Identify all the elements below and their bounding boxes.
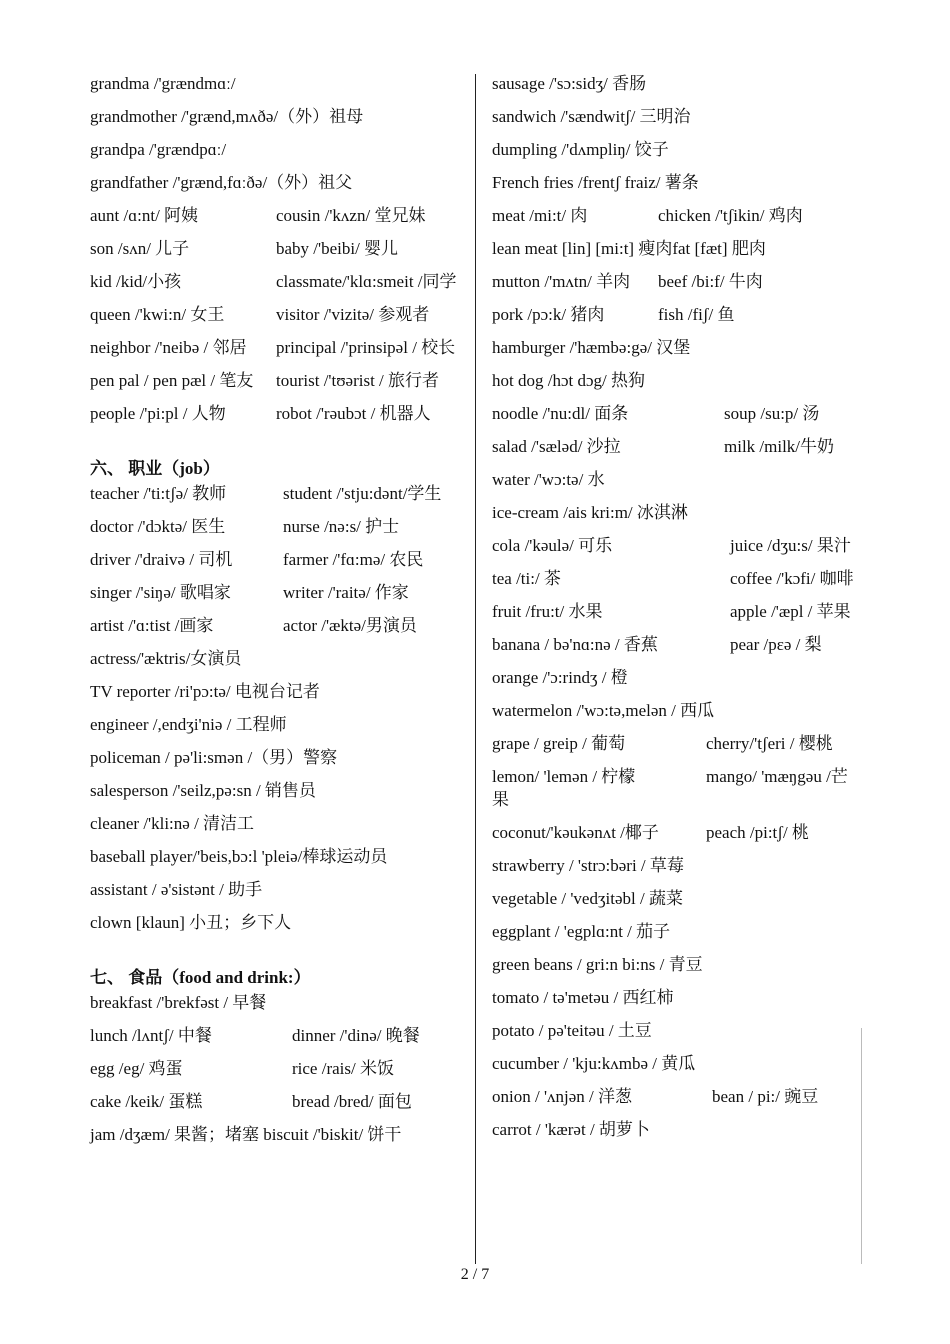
vocab-entry: grandma /'grændmɑː/ (90, 74, 236, 93)
vocab-word: chicken /'tʃikin/ 鸡肉 (658, 206, 803, 225)
vocab-word: milk /milk/牛奶 (724, 437, 835, 456)
vocab-word: tourist /'tʊərist / 旅行者 (276, 371, 440, 390)
vocab-word: noodle /'nu:dl/ 面条 (492, 404, 629, 423)
vocab-word: actor /'æktə/男演员 (283, 616, 417, 635)
vocab-entry: grandmother /'grænd,mʌðə/（外）祖母 (90, 107, 364, 126)
vocab-entry: TV reporter /ri'pɔ:tə/ 电视台记者 (90, 682, 320, 701)
vocab-word: rice /rais/ 米饭 (292, 1059, 394, 1078)
vocab-word: juice /dʒu:s/ 果汁 (730, 536, 851, 555)
vocab-word: lemon/ 'lemən / 柠檬 (492, 767, 636, 786)
vocab-entry: grandpa /'grændpɑː/ (90, 140, 227, 159)
vocab-word: singer /'siŋə/ 歌唱家 (90, 583, 231, 602)
vocab-word: cherry/'tʃeri / 樱桃 (706, 734, 833, 753)
vocab-entry: salesperson /'seilz,pə:sn / 销售员 (90, 781, 316, 800)
vocab-word: cousin /'kʌzn/ 堂兄妹 (276, 206, 426, 225)
vocab-word: robot /'rəubɔt / 机器人 (276, 404, 431, 423)
vocab-entry: sandwich /'sændwitʃ/ 三明治 (492, 107, 691, 126)
vocab-entry: orange /'ɔ:rindʒ / 橙 (492, 668, 628, 687)
vocab-pair (492, 600, 862, 623)
vocab-word: banana / bə'nɑ:nə / 香蕉 (492, 635, 658, 654)
vocab-word: student /'stju:dənt/学生 (283, 484, 442, 503)
vocab-entry: strawberry / 'strɔ:bəri / 草莓 (492, 856, 684, 875)
vocab-word: doctor /'dɔktə/ 医生 (90, 517, 226, 536)
vocab-pair (90, 548, 464, 571)
vocab-pair (492, 270, 862, 293)
vocab-entry: hamburger /'hæmbə:gə/ 汉堡 (492, 338, 691, 357)
vocab-pair (90, 515, 464, 538)
vocab-entry: engineer /,endʒi'niə / 工程师 (90, 715, 287, 734)
vocab-word: fish /fiʃ/ 鱼 (658, 305, 735, 324)
vocab-word: mutton /'mʌtn/ 羊肉 (492, 272, 631, 291)
vocab-pair (90, 1024, 464, 1047)
vocab-entry: watermelon /'wɔ:tə,melən / 西瓜 (492, 701, 715, 720)
vocab-entry: clown [klaun] 小丑；乡下人 (90, 913, 292, 932)
vocab-entry: grandfather /'grænd,fɑːðə/（外）祖父 (90, 173, 353, 192)
vocab-pair (90, 369, 464, 392)
vocab-word: fat [fæt] 肥肉 (672, 239, 766, 258)
vocab-entry: ice-cream /ais kri:m/ 冰淇淋 (492, 503, 688, 522)
page-number: 2 / 7 (460, 1266, 490, 1283)
vocab-word: bread /bred/ 面包 (292, 1092, 412, 1111)
vocab-pair (90, 303, 464, 326)
vocab-word: peach /pi:tʃ/ 桃 (706, 823, 809, 842)
vocab-word: nurse /nə:s/ 护士 (283, 517, 400, 536)
vocab-word: lunch /lʌntʃ/ 中餐 (90, 1026, 212, 1045)
vocab-word: baby /'beibi/ 婴儿 (276, 239, 399, 258)
column-divider (475, 74, 476, 1264)
vocab-word: cake /keik/ 蛋糕 (90, 1092, 203, 1111)
section-heading: 七、 食品（food and drink:） (90, 968, 311, 987)
vocab-word: fruit /fru:t/ 水果 (492, 602, 603, 621)
vocab-word: dinner /'dinə/ 晚餐 (292, 1026, 420, 1045)
vocab-word: driver /'draivə / 司机 (90, 550, 233, 569)
vocab-word: teacher /'ti:tʃə/ 教师 (90, 484, 227, 503)
vocab-entry: green beans / gri:n bi:ns / 青豆 (492, 955, 703, 974)
vocab-pair (90, 581, 464, 604)
vocab-word: principal /'prinsipəl / 校长 (276, 338, 456, 357)
vocab-word: queen /'kwi:n/ 女王 (90, 305, 225, 324)
vocab-word: son /sʌn/ 儿子 (90, 239, 190, 258)
vocab-word: writer /'raitə/ 作家 (283, 583, 409, 602)
vocab-word: bean / pi:/ 豌豆 (712, 1087, 819, 1106)
vocab-pair (492, 765, 862, 811)
vocab-word: farmer /'fɑ:mə/ 农民 (283, 550, 424, 569)
vocab-pair (90, 204, 464, 227)
section-heading: 六、 职业（job） (90, 459, 220, 478)
vocab-word: artist /'ɑ:tist /画家 (90, 616, 214, 635)
vocab-word: grape / greip / 葡萄 (492, 734, 626, 753)
vocab-entry: actress/'æktris/女演员 (90, 649, 242, 668)
vocab-word: apple /'æpl / 苹果 (730, 602, 851, 621)
vocab-pair (90, 336, 464, 359)
vocab-entry: French fries /frentʃ fraiz/ 薯条 (492, 173, 699, 192)
vocab-pair (90, 237, 464, 260)
vocab-entry: jam /dʒæm/ 果酱；堵塞 biscuit /'biskit/ 饼干 (90, 1125, 402, 1144)
vocab-word: kid /kid/小孩 (90, 272, 182, 291)
vocab-word: pen pal / pen pæl / 笔友 (90, 371, 254, 390)
vocab-word: onion / 'ʌnjən / 洋葱 (492, 1087, 633, 1106)
vocab-entry: cucumber / 'kju:kʌmbə / 黄瓜 (492, 1054, 696, 1073)
vocab-word: people /'pi:pl / 人物 (90, 404, 226, 423)
vocab-pair (90, 482, 464, 505)
vocab-word: neighbor /'neibə / 邻居 (90, 338, 247, 357)
vocab-entry: dumpling /'dʌmpliŋ/ 饺子 (492, 140, 669, 159)
vocab-word: salad /'sæləd/ 沙拉 (492, 437, 621, 456)
vocab-entry: baseball player/'beis,bɔ:l 'pleiə/棒球运动员 (90, 847, 388, 866)
vocab-word: mango/ 'mæŋgəu /芒果 (492, 767, 848, 809)
vocab-word: aunt /ɑ:nt/ 阿姨 (90, 206, 199, 225)
vocab-pair (492, 1085, 862, 1108)
vocab-word: egg /eg/ 鸡蛋 (90, 1059, 183, 1078)
vocab-entry: policeman / pə'li:smən /（男）警察 (90, 748, 338, 767)
vocab-entry: vegetable / 'vedʒitəbl / 蔬菜 (492, 889, 683, 908)
vocab-entry: breakfast /'brekfəst / 早餐 (90, 993, 267, 1012)
vocab-pair (90, 270, 464, 293)
vocab-pair (492, 732, 862, 755)
vocab-pair (492, 402, 862, 425)
vocab-pair (492, 303, 862, 326)
vocab-pair (492, 237, 862, 260)
right-column (492, 72, 862, 1151)
vocab-entry: hot dog /hɔt dɔg/ 热狗 (492, 371, 645, 390)
vocab-entry: carrot / 'kærət / 胡萝卜 (492, 1120, 650, 1139)
vocab-word: classmate/'klɑ:smeit /同学 (276, 272, 457, 291)
vocab-pair (90, 1090, 464, 1113)
vocab-word: beef /bi:f/ 牛肉 (658, 272, 763, 291)
vocab-word: lean meat [lin] [mi:t] 瘦肉 (492, 239, 673, 258)
vocab-pair (492, 821, 862, 844)
vocab-word: coffee /'kɔfi/ 咖啡 (730, 569, 854, 588)
vocab-entry: potato / pə'teitəu / 土豆 (492, 1021, 652, 1040)
vocab-word: pork /pɔ:k/ 猪肉 (492, 305, 605, 324)
vocab-entry: assistant / ə'sistənt / 助手 (90, 880, 263, 899)
vocab-word: coconut/'kəukənʌt /椰子 (492, 823, 659, 842)
vocab-entry: eggplant / 'egplɑ:nt / 茄子 (492, 922, 671, 941)
vocab-entry: tomato / tə'metəu / 西红柿 (492, 988, 674, 1007)
vocab-pair (90, 614, 464, 637)
vocab-entry: cleaner /'kli:nə / 清洁工 (90, 814, 255, 833)
vocab-pair (492, 567, 862, 590)
vocab-entry: water /'wɔ:tə/ 水 (492, 470, 605, 489)
vocab-word: tea /ti:/ 茶 (492, 569, 561, 588)
vocab-entry: sausage /'sɔ:sidʒ/ 香肠 (492, 74, 647, 93)
vocab-pair (492, 633, 862, 656)
vocab-word: cola /'kəulə/ 可乐 (492, 536, 613, 555)
vocab-pair (492, 435, 862, 458)
vocab-pair (90, 1057, 464, 1080)
left-column (90, 72, 464, 1156)
vocab-word: pear /pɛə / 梨 (730, 635, 822, 654)
vocab-word: visitor /'vizitə/ 参观者 (276, 305, 430, 324)
vocab-pair (492, 204, 862, 227)
vocab-pair (90, 402, 464, 425)
vocab-word: meat /mi:t/ 肉 (492, 206, 588, 225)
vocab-word: soup /su:p/ 汤 (724, 404, 820, 423)
vocab-pair (492, 534, 862, 557)
